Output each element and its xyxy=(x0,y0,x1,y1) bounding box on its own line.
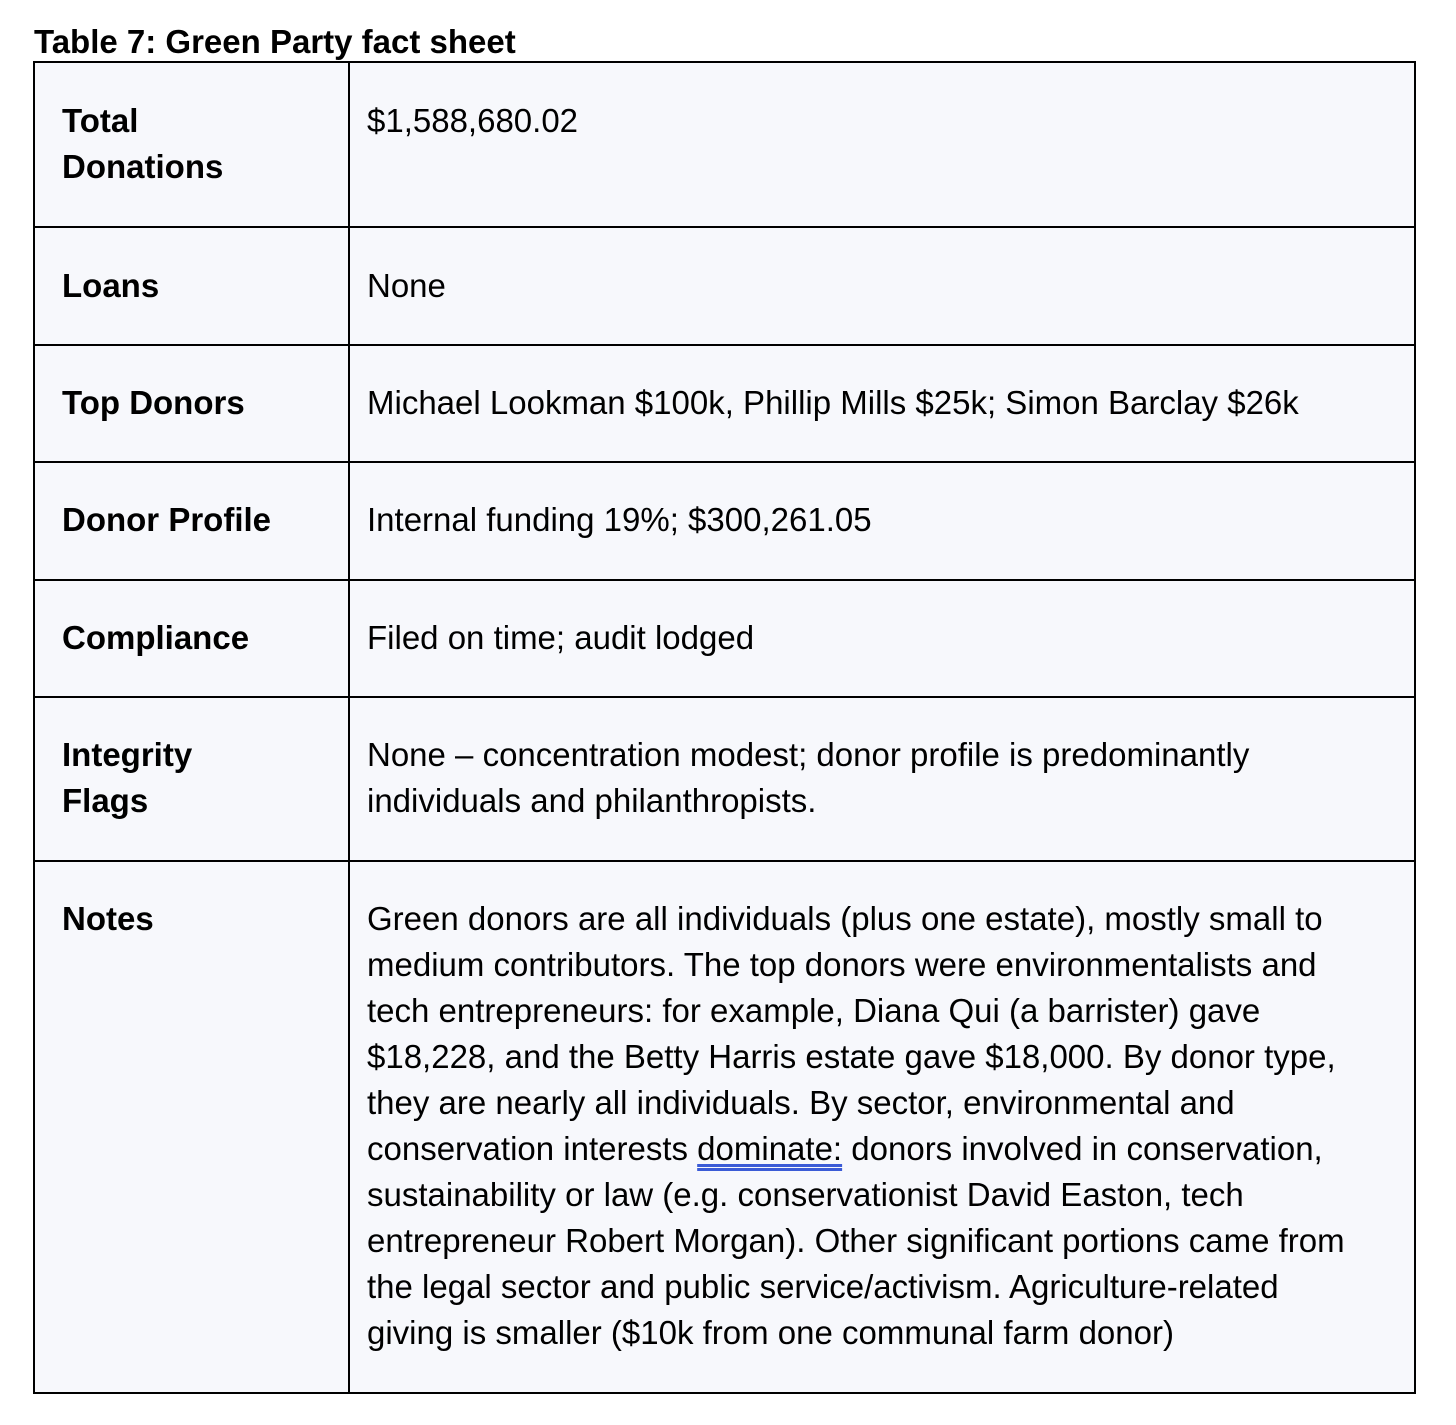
total-donations-value: $1,588,680.02 xyxy=(367,102,579,139)
row-value xyxy=(349,462,1415,580)
notes-line: the legal sector and public service/activism. Agriculture-related xyxy=(367,1268,1279,1305)
notes-line: Green donors are all individuals (plus one estate), mostly small to xyxy=(367,900,1323,937)
label-text: Top Donors xyxy=(62,384,245,421)
row-label xyxy=(34,580,349,697)
label-line: Flags xyxy=(62,782,149,819)
row-label xyxy=(34,861,349,1393)
row-label xyxy=(34,697,349,861)
table-row-loans xyxy=(34,227,1415,345)
row-value xyxy=(349,697,1415,861)
row-label xyxy=(34,227,349,345)
label-line: Integrity xyxy=(62,736,193,773)
notes-line: they are nearly all individuals. By sector, environmental and xyxy=(367,1084,1235,1121)
label-line: Total xyxy=(62,102,139,139)
table-row-integrity-flags xyxy=(34,697,1415,861)
donor-profile-value: Internal funding 19%; $300,261.05 xyxy=(367,501,872,538)
top-donors-value: Michael Lookman $100k, Phillip Mills $25k; Simon Barclay $26k xyxy=(367,384,1299,421)
grammar-flagged-word[interactable]: dominate: xyxy=(697,1130,843,1167)
loans-value: None xyxy=(367,267,446,304)
label-text: Compliance xyxy=(62,619,250,656)
label-text: Notes xyxy=(62,900,154,937)
notes-text: donors involved in conservation, xyxy=(842,1130,1323,1167)
label-text: Donor Profile xyxy=(62,501,272,538)
label-line: Donations xyxy=(62,148,224,185)
row-label xyxy=(34,462,349,580)
notes-line: tech entrepreneurs: for example, Diana Qui (a barrister) gave xyxy=(367,992,1261,1029)
label-text: Loans xyxy=(62,267,160,304)
row-label xyxy=(34,62,349,227)
integrity-flags-line: None – concentration modest; donor profile is predominantly xyxy=(367,736,1250,773)
notes-line: sustainability or law (e.g. conservationist David Easton, tech xyxy=(367,1176,1244,1213)
notes-line xyxy=(367,1126,1404,1172)
notes-text: conservation interests xyxy=(367,1130,698,1167)
table-row-top-donors xyxy=(34,345,1415,462)
table-row-donor-profile xyxy=(34,462,1415,580)
table-row-total-donations xyxy=(34,62,1415,227)
table-caption: Table 7: Green Party fact sheet xyxy=(34,23,516,60)
row-value xyxy=(349,345,1415,462)
notes-line: $18,228, and the Betty Harris estate gave $18,000. By donor type, xyxy=(367,1038,1336,1075)
row-value xyxy=(349,861,1415,1393)
row-value xyxy=(349,62,1415,227)
notes-line: medium contributors. The top donors were environmentalists and xyxy=(367,946,1317,983)
notes-line: giving is smaller ($10k from one communal farm donor) xyxy=(367,1314,1174,1351)
fact-sheet-table xyxy=(33,61,1416,1394)
compliance-value: Filed on time; audit lodged xyxy=(367,619,755,656)
table-row-notes xyxy=(34,861,1415,1393)
notes-line: entrepreneur Robert Morgan). Other significant portions came from xyxy=(367,1222,1345,1259)
row-label xyxy=(34,345,349,462)
row-value xyxy=(349,580,1415,697)
row-value xyxy=(349,227,1415,345)
integrity-flags-line: individuals and philanthropists. xyxy=(367,782,817,819)
table-row-compliance xyxy=(34,580,1415,697)
